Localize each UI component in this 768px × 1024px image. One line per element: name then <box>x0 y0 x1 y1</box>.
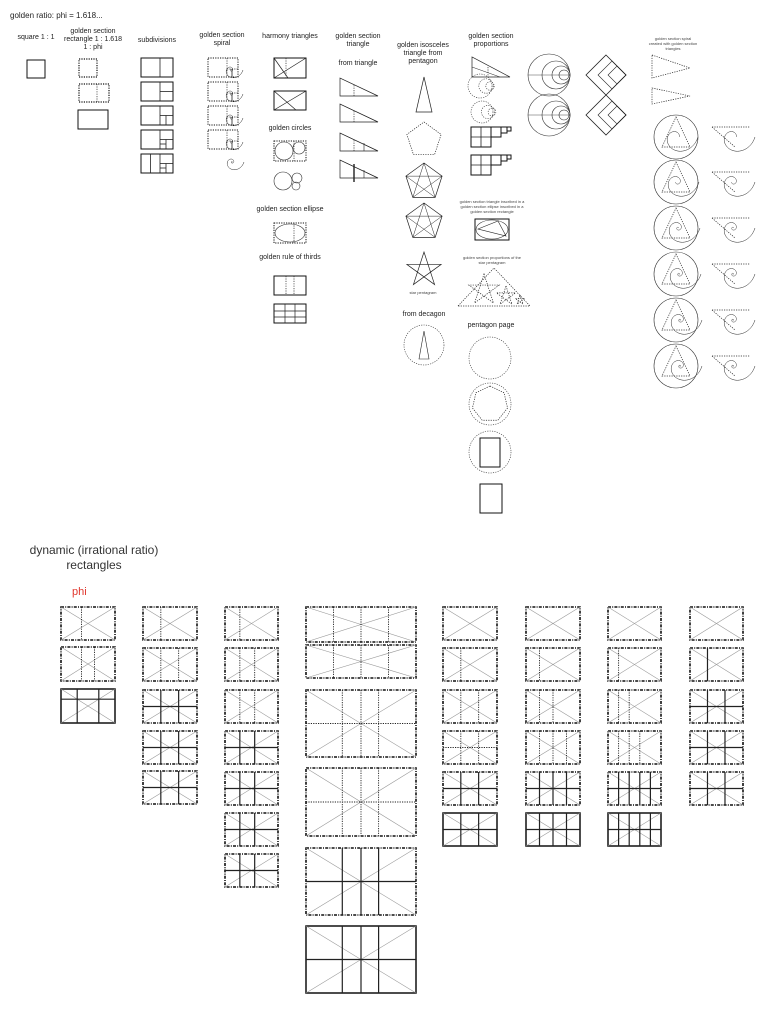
diagram-circle <box>469 383 511 425</box>
diagram-path <box>226 67 243 78</box>
diagram-path <box>226 91 243 102</box>
proportion-circle <box>468 74 492 98</box>
diagram-polygon <box>598 61 626 89</box>
diagram-line <box>274 91 306 110</box>
diagram-rect <box>507 127 511 131</box>
proportion-circle <box>471 101 493 123</box>
label-star-pentagram: star pentagram <box>409 290 437 295</box>
spiral-rect <box>208 58 238 77</box>
star-pentagram <box>407 252 441 285</box>
diagram-line <box>274 58 306 78</box>
diagram-path <box>669 223 700 243</box>
spiral-circle-big <box>654 206 698 250</box>
golden-circle <box>274 172 292 190</box>
diagram-circle <box>481 105 494 118</box>
diagram-path <box>226 139 243 150</box>
diagram-polygon <box>608 106 626 124</box>
diagram-polygon <box>515 295 525 304</box>
spiral-triangle <box>652 55 690 78</box>
diagram-path <box>670 269 701 289</box>
gr-rect-solid <box>78 110 108 129</box>
label-spiral: golden section spiral <box>199 32 245 47</box>
diagram-circle <box>292 173 302 183</box>
page-title: golden ratio: phi = 1.618... <box>10 11 103 20</box>
diagram-line <box>340 104 378 122</box>
diagram-line <box>274 91 296 110</box>
pentagon-page-circle <box>469 337 511 379</box>
diagram-path <box>668 177 699 197</box>
diagram-path <box>226 115 243 126</box>
label-isosceles: golden isosceles triangle from pentagon <box>397 42 449 65</box>
diagram-polygon <box>598 101 626 129</box>
pentagon-page-rect <box>480 484 502 513</box>
diagram-rect <box>501 127 507 133</box>
diagram-polygon <box>662 208 690 238</box>
label-star-proportions: golden section proportions of the star pentagram <box>462 255 522 265</box>
subdivision-rect <box>141 58 173 77</box>
golden-spiral <box>227 159 244 170</box>
diagram-rect <box>501 155 507 161</box>
spiral-circle-big <box>654 160 698 204</box>
label-golden-circles: golden circles <box>268 125 312 132</box>
label-gs-ellipse: golden section ellipse <box>256 206 324 213</box>
diagram-polygon <box>662 162 690 192</box>
label-from-decagon: from decagon <box>402 311 446 318</box>
spiral-rect <box>208 130 238 149</box>
diagram-rect <box>491 127 501 137</box>
label-rectangle: golden section rectangle 1 : 1.618 1 : phi <box>64 28 122 51</box>
label-pentagon-page: pentagon page <box>467 322 515 329</box>
diagram-circle <box>293 142 305 154</box>
label-square: square 1 : 1 <box>17 34 55 41</box>
label-rule-of-thirds: golden rule of thirds <box>259 254 321 261</box>
label-harmony: harmony triangles <box>262 33 318 40</box>
diagram-polygon <box>662 254 690 284</box>
label-spiral-caption: golden section spiral created with golden section triangles <box>648 36 698 51</box>
square-shape <box>27 60 45 78</box>
thirds-rect <box>274 276 306 295</box>
diagram-polygon <box>469 274 499 303</box>
diamond <box>586 55 626 95</box>
label-from-triangle: from triangle <box>338 60 378 67</box>
label-triangle-inscribed: golden section triangle inscribed in a golden section ellipse inscribed in a golden section rectangle <box>459 199 525 214</box>
ellipse-rect <box>274 223 306 243</box>
diagram-line <box>712 127 735 147</box>
diagram-polygon <box>478 221 506 236</box>
spiral-circle-big <box>654 298 698 342</box>
spiral-rect <box>208 82 238 101</box>
diamond <box>586 95 626 135</box>
diagram-line <box>340 160 378 178</box>
diagram-path <box>667 132 698 152</box>
spiral-circle-big <box>654 115 698 159</box>
spiral-circle-big <box>654 344 698 388</box>
gr-rect-dotted <box>79 84 109 102</box>
label-gs-triangle: golden section triangle <box>335 33 381 48</box>
star-proportions <box>458 268 530 306</box>
gr-rect-dotted <box>79 59 97 77</box>
diagram-rect <box>507 155 511 159</box>
pentagon-page-rect <box>480 438 500 467</box>
diagram-rect <box>491 155 501 165</box>
diagram-circle <box>275 142 293 160</box>
diagram-polygon <box>496 286 515 304</box>
section2-title: dynamic (irrational ratio) rectangles <box>29 543 159 572</box>
diagram-polygon <box>419 331 429 359</box>
diagram-line <box>340 133 378 151</box>
diagram-polygon <box>472 386 507 420</box>
phi-label: phi <box>72 586 87 598</box>
spiral-circle-big <box>654 252 698 296</box>
spiral-rect <box>208 106 238 125</box>
gs-triangle <box>340 78 378 96</box>
golden-ellipse <box>275 224 305 242</box>
diagram-polygon <box>608 66 626 84</box>
label-proportions: golden section proportions <box>468 33 514 48</box>
label-subdivisions: subdivisions <box>137 37 177 44</box>
thirds-rect <box>274 304 306 323</box>
isosceles-triangle <box>416 77 432 112</box>
diagram-polygon <box>652 88 690 104</box>
pentagon <box>407 122 441 155</box>
